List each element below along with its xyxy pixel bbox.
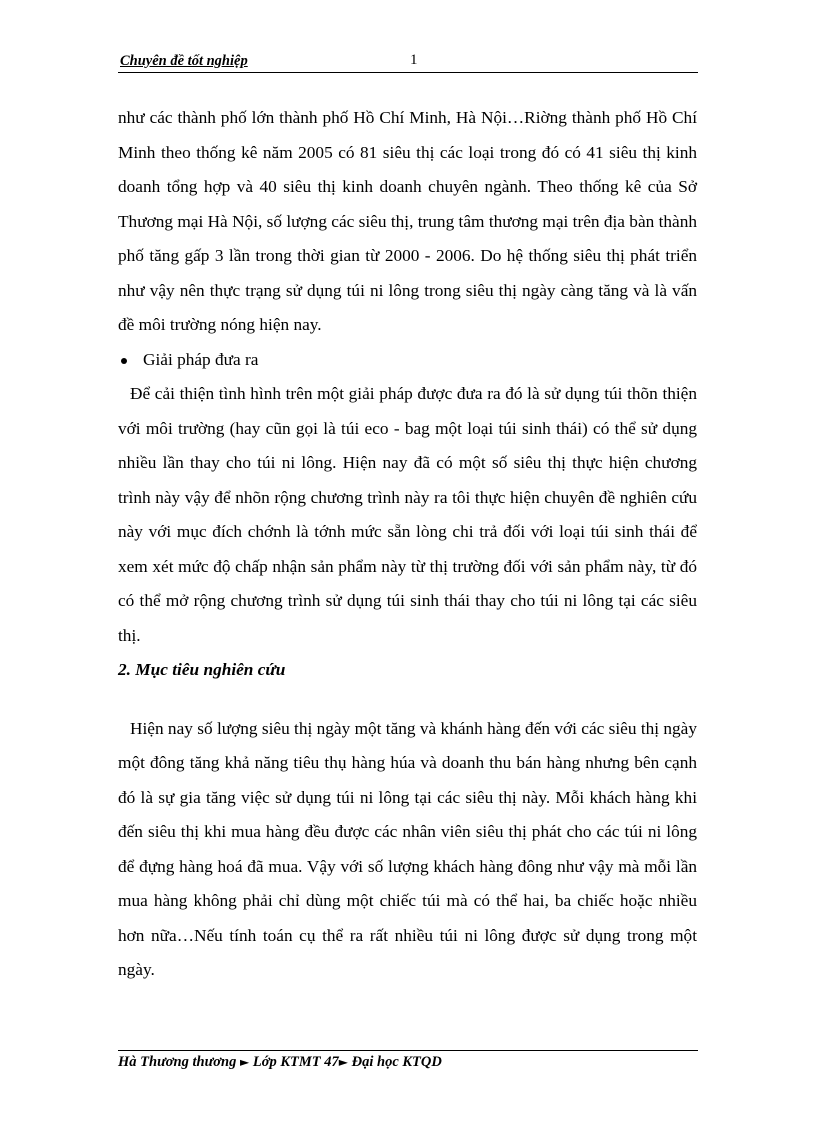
page-number: 1 — [410, 52, 418, 68]
footer-school: Đại học KTQD — [348, 1054, 442, 1070]
arrow-right-icon: ► — [338, 1055, 348, 1069]
paragraph-solution: Để cải thiện tình hình trên một giải pháp được đưa ra đó là sử dụng túi thõn thiện với môi trường (hay cũn gọi là túi eco - bag một loại túi sinh thái) có thể sử dụng nhiều lần thay cho túi ni lông. Hiện nay đã có một số siêu thị thực hiện chương trình này vậy để nhõn rộng chương trình này ra tôi thực hiện chuyên đề nghiên cứu này với mục đích chớnh là tớnh mức sẵn lòng chi trả đối với loại túi sinh thái để xem xét mức độ chấp nhận sản phẩm này từ thị trường đối với sản phẩm này, từ đó có thể mở rộng chương trình sử dụng túi sinh thái thay cho túi ni lông tại các siêu thị. — [118, 384, 697, 645]
bullet-icon — [121, 358, 127, 364]
paragraph-objective: Hiện nay số lượng siêu thị ngày một tăng và khánh hàng đến với các siêu thị ngày một đông tăng khả năng tiêu thụ hàng húa và doanh thu bán hàng nhưng bên cạnh đó là sự gia tăng việc sử dụng túi ni lông tại các siêu thị này. Mỗi khách hàng khi đến siêu thị khi mua hàng đều được các nhân viên siêu thị phát cho các túi ni lông để đựng hàng hoá đã mua. Vậy với số lượng khách hàng đông như vậy mà mỗi lần mua hàng không phải chỉ dùng một chiếc túi mà có thể hai, ba chiếc hoặc nhiều hơn nữa…Nếu tính toán cụ thể ra rất nhiều túi ni lông được sử dụng trong một ngày. — [118, 718, 697, 979]
paragraph-intro-continued: như các thành phố lớn thành phố Hồ Chí Minh, Hà Nội…Riờng thành phố Hồ Chí Minh theo thống kê năm 2005 có 81 siêu thị các loại trong đó có 41 siêu thị kinh doanh tổng hợp và 40 siêu thị kinh doanh chuyên ngành. Theo thống kê của Sở Thương mại Hà Nội, số lượng các siêu thị, trung tâm thương mại trên địa bàn thành phố tăng gấp 3 lần trong thời gian từ 2000 - 2006. Do hệ thống siêu thị phát triển như vậy nên thực trạng sử dụng túi ni lông trong siêu thị ngày càng tăng và là vấn đề môi trường nóng hiện nay. — [118, 108, 697, 334]
document-title: Chuyên đề tốt nghiệp — [120, 53, 248, 69]
document-body — [118, 101, 697, 988]
footer-author: Hà Thương thương — [118, 1054, 240, 1070]
bullet-item — [118, 343, 697, 378]
footer-class: Lớp KTMT 47 — [249, 1054, 339, 1070]
arrow-right-icon: ► — [239, 1055, 250, 1069]
page-header — [118, 52, 698, 73]
page-footer — [118, 1050, 698, 1071]
section-heading: 2. Mục tiêu nghiên cứu — [118, 660, 286, 679]
bullet-label: Giải pháp đưa ra — [143, 349, 259, 369]
